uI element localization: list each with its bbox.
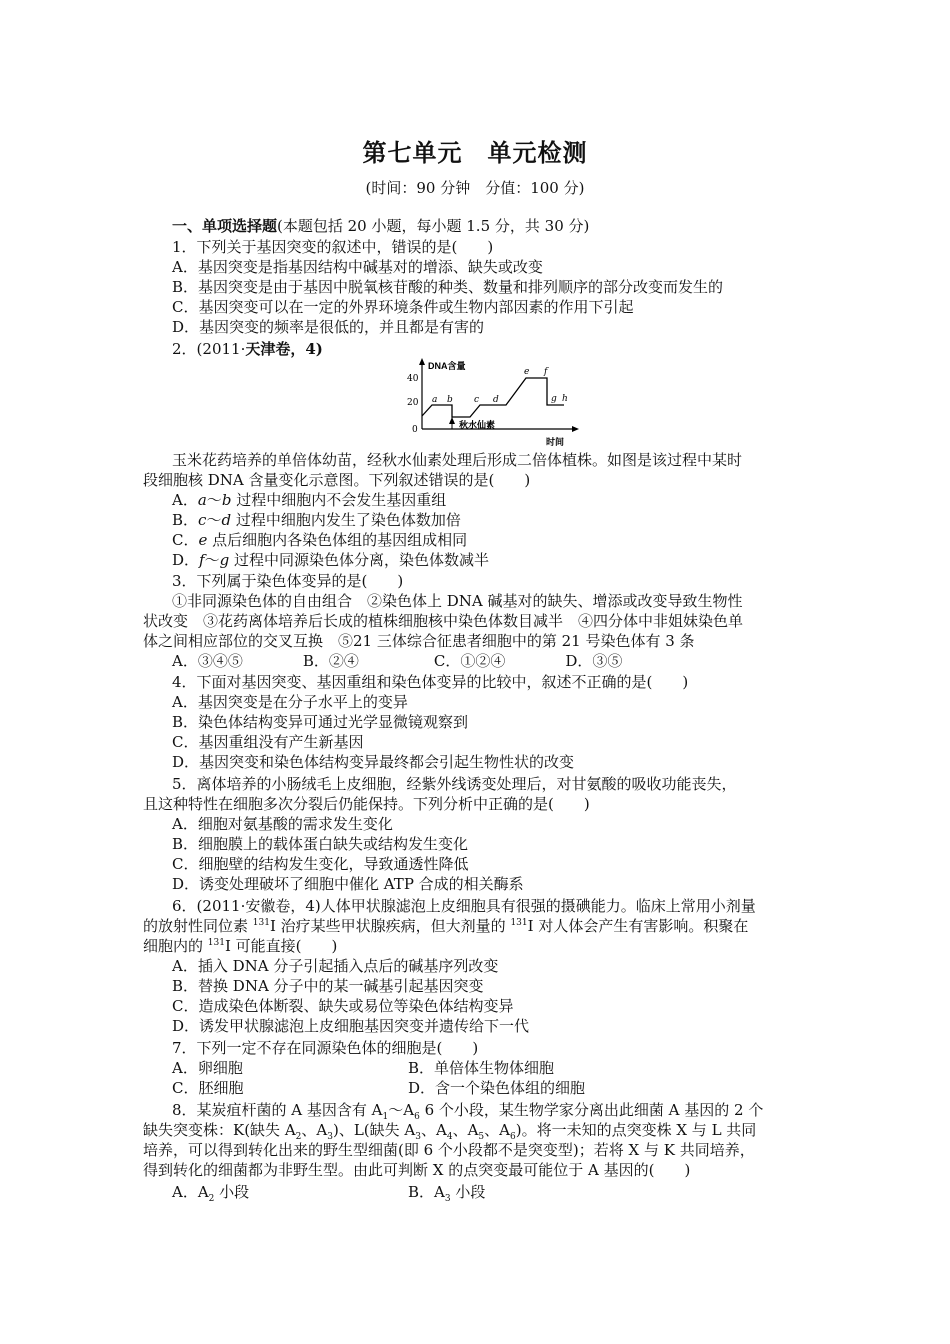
colchicine-arrow (449, 417, 455, 424)
q6-option-d: D．诱发甲状腺滤泡上皮细胞基因突变并遗传给下一代 (172, 1017, 530, 1035)
point-b: b (447, 395, 453, 405)
q6-line-2: 的放射性同位素 $^{131}$I 治疗某些甲状腺疾病，但大剂量的 $^{131}$I 对人体会产生有害影响。积聚在 (143, 917, 749, 935)
q7-option-a: A．卵细胞 (172, 1059, 243, 1077)
q2-num: 2．(2011· (172, 340, 246, 358)
section-heading (172, 216, 589, 236)
section-label: 一、单项选择题 (172, 217, 278, 235)
q8-line-1: 8．某炭疽杆菌的 A 基因含有 $A_1\sim A_6$ 6 个小段，某生物学家分离出此细菌 A 基因的 2 个 (172, 1101, 764, 1122)
point-h: h (562, 394, 568, 404)
dna-content-chart (404, 357, 584, 449)
point-a: a (432, 395, 438, 405)
q4-option-b: B．染色体结构变异可通过光学显微镜观察到 (172, 713, 469, 731)
q5-line-2: 且这种特性在细胞多次分裂后仍能保持。下列分析中正确的是( ) (143, 795, 590, 813)
point-e: e (524, 367, 530, 377)
q2-option-d: D．f～g 过程中同源染色体分离，染色体数减半 (172, 551, 489, 569)
q8-option-b: B．$A_3$ 小段 (408, 1183, 486, 1204)
y-tick-20: 20 (407, 398, 419, 408)
colchicine-label: 秋水仙素 (459, 421, 496, 431)
point-g: g (551, 394, 557, 404)
q3-line-2: 状改变 ③花药离体培养后长成的植株细胞核中染色体数目减半 ④四分体中非姐妹染色单 (143, 612, 744, 630)
q7-option-c: C．胚细胞 (172, 1079, 244, 1097)
q7-stem: 7．下列一定不存在同源染色体的细胞是( ) (172, 1039, 479, 1057)
page-subtitle: (时间：90 分钟 分值：100 分) (365, 179, 585, 197)
q5-line-1: 5．离体培养的小肠绒毛上皮细胞，经紫外线诱变处理后，对甘氨酸的吸收功能丧失， (172, 775, 737, 793)
q7-option-d: D．含一个染色体组的细胞 (408, 1079, 586, 1097)
point-c: c (474, 395, 480, 405)
x-axis-label: 时间 (546, 437, 565, 447)
q7-option-b: B．单倍体生物体细胞 (408, 1059, 555, 1077)
q4-option-d: D．基因突变和染色体结构变异最终都会引起生物性状的改变 (172, 753, 575, 771)
q6-option-a: A．插入 DNA 分子引起插入点后的碱基序列改变 (172, 957, 499, 975)
q4-stem: 4．下面对基因突变、基因重组和染色体变异的比较中，叙述不正确的是( ) (172, 673, 689, 691)
q2-source: 天津卷，4) (245, 340, 323, 358)
section-note: (本题包括 20 小题，每小题 1.5 分，共 30 分) (277, 217, 590, 235)
q5-option-b: B．细胞膜上的载体蛋白缺失或结构发生变化 (172, 835, 469, 853)
y-tick-40: 40 (407, 374, 419, 384)
q3-options: A．③④⑤ B．②④ C．①②④ D．③⑤ (172, 652, 623, 670)
q2-text-1: 玉米花药培养的单倍体幼苗，经秋水仙素处理后形成二倍体植株。如图是该过程中某时 (172, 451, 743, 469)
q2-option-c: C．e 点后细胞内各染色体组的基因组成相同 (172, 531, 468, 549)
q8-line-3: 培养，可以得到转化出来的野生型细菌(即 6 个小段都不是突变型)；若将 X 与 K 共同培养， (143, 1141, 755, 1159)
point-d: d (493, 395, 499, 405)
q2-option-a: A．a～b 过程中细胞内不会发生基因重组 (172, 491, 447, 509)
q4-option-c: C．基因重组没有产生新基因 (172, 733, 364, 751)
q6-option-b: B．替换 DNA 分子中的某一碱基引起基因突变 (172, 977, 484, 995)
y-axis-arrow (419, 358, 425, 365)
q8-line-4: 得到转化的细菌都为非野生型。由此可判断 X 的点突变最可能位于 A 基因的( ) (143, 1161, 691, 1179)
q3-line-1: ①非同源染色体的自由组合 ②染色体上 DNA 碱基对的缺失、增添或改变导致生物性 (172, 592, 743, 610)
q1-option-c: C．基因突变可以在一定的外界环境条件或生物内部因素的作用下引起 (172, 298, 634, 316)
x-axis-arrow (572, 426, 579, 432)
q8-option-a: A．$A_2$ 小段 (172, 1183, 250, 1204)
q2-option-b: B．c～d 过程中细胞内发生了染色体数加倍 (172, 511, 461, 529)
q2-text-2: 段细胞核 DNA 含量变化示意图。下列叙述错误的是( ) (143, 471, 531, 489)
q3-line-3: 体之间相应部位的交叉互换 ⑤21 三体综合征患者细胞中的第 21 号染色体有 3 条 (143, 632, 695, 650)
y-axis-label: DNA含量 (428, 361, 466, 371)
q8-line-2: 缺失突变株：K(缺失 $A_2$、$A_3$)、L(缺失 $A_3$、$A_4$、$A_5$、$A_6$)。将一未知的点突变株 X 与 L 共同 (143, 1121, 757, 1142)
q5-option-a: A．细胞对氨基酸的需求发生变化 (172, 815, 393, 833)
q5-option-d: D．诱变处理破坏了细胞中催化 ATP 合成的相关酶系 (172, 875, 524, 893)
q2-number (172, 339, 323, 359)
q1-option-a: A．基因突变是指基因结构中碱基对的增添、缺失或改变 (172, 258, 543, 276)
q5-option-c: C．细胞壁的结构发生变化，导致通透性降低 (172, 855, 469, 873)
q6-option-c: C．造成染色体断裂、缺失或易位等染色体结构变异 (172, 997, 514, 1015)
point-f: f (544, 367, 548, 377)
q6-line-1: 6．(2011·安徽卷，4)人体甲状腺滤泡上皮细胞具有很强的摄碘能力。临床上常用小剂量 (172, 897, 756, 915)
y-tick-0: 0 (412, 425, 418, 435)
q4-option-a: A．基因突变是在分子水平上的变异 (172, 693, 408, 711)
q1-stem: 1．下列关于基因突变的叙述中，错误的是( ) (172, 238, 494, 256)
q1-option-d: D．基因突变的频率是很低的，并且都是有害的 (172, 318, 485, 336)
q1-option-b: B．基因突变是由于基因中脱氧核苷酸的种类、数量和排列顺序的部分改变而发生的 (172, 278, 724, 296)
q3-stem: 3．下列属于染色体变异的是( ) (172, 572, 404, 590)
page-title: 第七单元 单元检测 (362, 138, 588, 167)
q6-line-3: 细胞内的 $^{131}$I 可能直接( ) (143, 937, 338, 955)
